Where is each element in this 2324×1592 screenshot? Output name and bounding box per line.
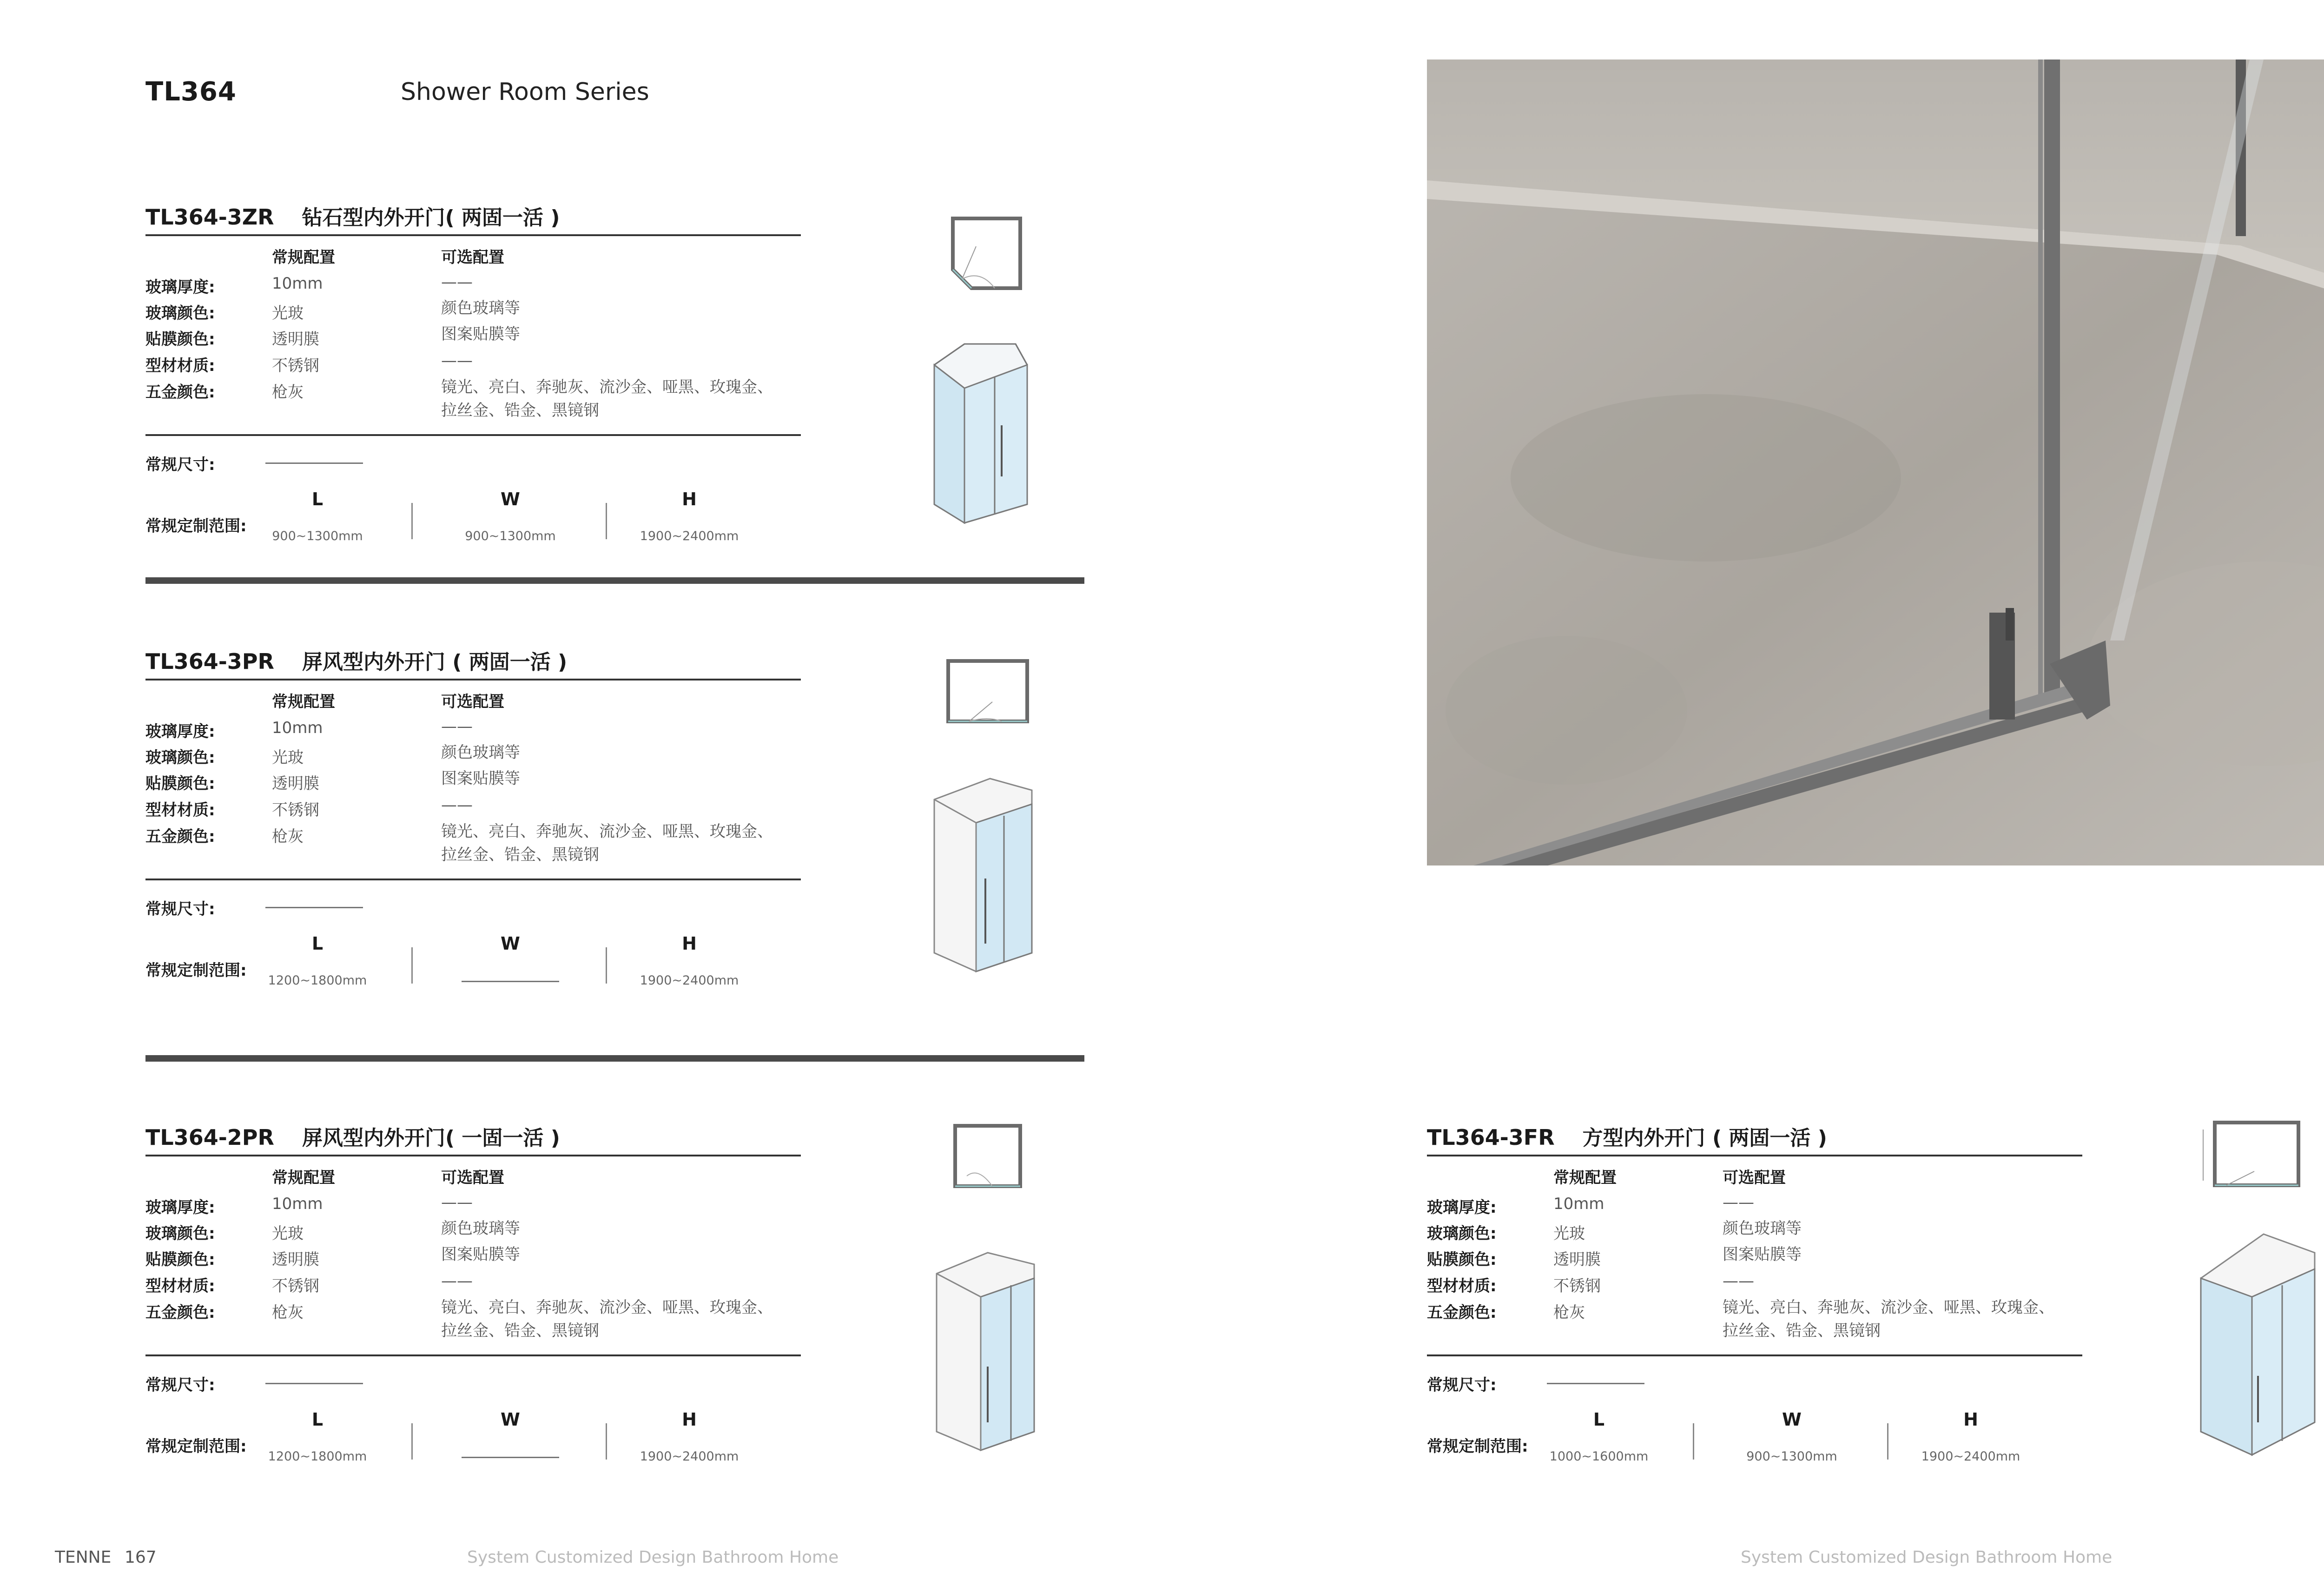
spec-optional: ——	[441, 1272, 473, 1290]
spec-optional: 镜光、亮白、奔驰灰、流沙金、哑黑、玫瑰金、	[441, 378, 773, 396]
series-name: Shower Room Series	[401, 78, 649, 106]
spec-optional: ——	[441, 273, 473, 291]
spec-optional: 颜色玻璃等	[1723, 1219, 1802, 1238]
custom-range-label: 常规定制范围:	[1427, 1437, 1528, 1456]
standard-col-header: 常规配置	[272, 248, 335, 267]
optional-col-header: 可选配置	[441, 693, 504, 711]
dim-l-value: 1200~1800mm	[268, 973, 367, 988]
spec-standard: 光玻	[1553, 1224, 1585, 1243]
spec-label: 贴膜颜色:	[145, 330, 215, 349]
spec-optional: 图案贴膜等	[441, 325, 520, 344]
standard-col-header: 常规配置	[1553, 1169, 1617, 1187]
shower-3d-diamond-icon	[923, 337, 1039, 528]
spec-label: 贴膜颜色:	[145, 774, 215, 793]
header-rule	[1427, 1155, 2082, 1156]
dim-separator	[606, 503, 607, 539]
spec-optional: 拉丝金、锆金、黑镜钢	[441, 1321, 599, 1340]
shower-plan-diamond-icon	[944, 214, 1027, 297]
spec-label: 贴膜颜色:	[145, 1250, 215, 1269]
dim-w-label: W	[501, 1409, 520, 1430]
dim-w-label: W	[501, 489, 520, 509]
dim-w-label: W	[501, 933, 520, 954]
standard-col-header: 常规配置	[272, 1169, 335, 1187]
spec-optional: 图案贴膜等	[441, 1245, 520, 1264]
spec-label: 贴膜颜色:	[1427, 1250, 1497, 1269]
spec-label: 玻璃颜色:	[145, 1224, 215, 1243]
spec-standard: 不锈钢	[272, 357, 319, 375]
spec-optional: ——	[441, 351, 473, 370]
spec-optional: 镜光、亮白、奔驰灰、流沙金、哑黑、玫瑰金、	[1723, 1298, 2054, 1317]
spec-standard: 透明膜	[272, 774, 319, 793]
spec-standard: 不锈钢	[272, 801, 319, 819]
dim-h-value: 1900~2400mm	[1921, 1449, 2020, 1464]
optional-col-header: 可选配置	[441, 1169, 504, 1187]
spec-standard: 透明膜	[272, 1250, 319, 1269]
dim-separator	[411, 947, 413, 984]
dim-l-label: L	[311, 1409, 324, 1430]
spec-optional: ——	[441, 1193, 473, 1212]
regular-size-value	[1547, 1383, 1644, 1384]
spec-label: 五金颜色:	[145, 827, 215, 846]
product-title	[145, 201, 560, 231]
dim-h-value: 1900~2400mm	[640, 1449, 739, 1464]
dim-l-label: L	[311, 933, 324, 954]
dim-h-label: H	[682, 1409, 697, 1430]
spec-label: 五金颜色:	[145, 1303, 215, 1322]
spec-label: 玻璃颜色:	[1427, 1224, 1497, 1243]
dim-separator	[411, 1423, 413, 1460]
spec-optional: 颜色玻璃等	[441, 743, 520, 762]
spec-standard: 10mm	[272, 274, 323, 293]
product-name: 钻石型内外开门( 两固一活 )	[302, 206, 560, 230]
page-number: 167	[125, 1548, 157, 1567]
spec-label: 型材材质:	[145, 801, 215, 819]
regular-size-value	[265, 462, 363, 464]
section-divider	[145, 577, 1084, 584]
spec-optional: 拉丝金、锆金、黑镜钢	[441, 846, 599, 864]
spec-rule	[145, 434, 801, 436]
dim-h-label: H	[682, 489, 697, 509]
dim-w-value: 900~1300mm	[465, 529, 556, 543]
dim-separator	[606, 1423, 607, 1460]
dim-l-label: L	[1593, 1409, 1605, 1430]
dim-separator	[1887, 1423, 1888, 1460]
spec-label: 玻璃颜色:	[145, 304, 215, 323]
product-title	[145, 1121, 560, 1151]
spec-standard: 不锈钢	[1553, 1277, 1601, 1295]
custom-range-label: 常规定制范围:	[145, 961, 247, 980]
dim-w-value: 900~1300mm	[1746, 1449, 1837, 1464]
dim-h-label: H	[1963, 1409, 1978, 1430]
footer-tagline: System Customized Design Bathroom Home	[1741, 1548, 2113, 1567]
product-section	[1427, 1121, 2087, 1474]
regular-size-value	[265, 907, 363, 908]
spec-label: 型材材质:	[145, 357, 215, 375]
series-code: TL364	[145, 77, 237, 107]
dim-l-label: L	[311, 489, 324, 509]
product-title	[1427, 1121, 1827, 1151]
spec-optional: ——	[1723, 1193, 1754, 1212]
spec-standard: 枪灰	[1553, 1303, 1585, 1322]
spec-optional: 镜光、亮白、奔驰灰、流沙金、哑黑、玫瑰金、	[441, 1298, 773, 1317]
spec-standard: 10mm	[272, 719, 323, 737]
spec-label: 型材材质:	[145, 1277, 215, 1295]
footer-brand: TENNE	[55, 1548, 112, 1567]
product-section	[145, 1121, 805, 1474]
dim-separator	[1693, 1423, 1694, 1460]
custom-range-label: 常规定制范围:	[145, 1437, 247, 1456]
spec-label: 玻璃厚度:	[145, 278, 215, 297]
shower-plan-screen-icon	[946, 1120, 1030, 1199]
product-name: 屏风型内外开门 ( 两固一活 )	[302, 650, 568, 674]
header-rule	[145, 1155, 801, 1156]
spec-standard: 枪灰	[272, 1303, 304, 1322]
spec-optional: ——	[1723, 1272, 1754, 1290]
shower-3d-screen-icon	[930, 1246, 1041, 1455]
regular-size-label: 常规尺寸:	[145, 900, 215, 918]
spec-optional: 图案贴膜等	[1723, 1245, 1802, 1264]
optional-col-header: 可选配置	[1723, 1169, 1786, 1187]
spec-standard: 透明膜	[272, 330, 319, 349]
product-section	[145, 645, 805, 998]
shower-plan-screen-icon	[941, 655, 1034, 734]
dim-l-value: 1000~1600mm	[1549, 1449, 1649, 1464]
dim-h-value: 1900~2400mm	[640, 529, 739, 543]
product-code: TL364-2PR	[145, 1125, 274, 1150]
dim-h-value: 1900~2400mm	[640, 973, 739, 988]
spec-standard: 10mm	[272, 1195, 323, 1213]
custom-range-label: 常规定制范围:	[145, 517, 247, 535]
spec-optional: 图案贴膜等	[441, 769, 520, 788]
regular-size-label: 常规尺寸:	[145, 456, 215, 474]
regular-size-value	[265, 1383, 363, 1384]
shower-3d-square-icon	[2189, 1227, 2324, 1460]
spec-standard: 透明膜	[1553, 1250, 1601, 1269]
header-rule	[145, 234, 801, 236]
regular-size-label: 常规尺寸:	[1427, 1376, 1497, 1394]
dim-w-value	[462, 1457, 559, 1458]
spec-optional: 颜色玻璃等	[441, 1219, 520, 1238]
spec-label: 玻璃厚度:	[145, 722, 215, 741]
dim-separator	[606, 947, 607, 984]
spec-standard: 枪灰	[272, 383, 304, 402]
dim-l-value: 1200~1800mm	[268, 1449, 367, 1464]
spec-optional: 拉丝金、锆金、黑镜钢	[1723, 1321, 1881, 1340]
spec-standard: 光玻	[272, 304, 304, 323]
spec-standard: 10mm	[1553, 1195, 1604, 1213]
dim-w-label: W	[1782, 1409, 1802, 1430]
spec-label: 型材材质:	[1427, 1277, 1497, 1295]
spec-label: 玻璃颜色:	[145, 748, 215, 767]
dim-separator	[411, 503, 413, 539]
dim-w-value	[462, 981, 559, 982]
product-title	[145, 645, 567, 675]
spec-optional: ——	[441, 796, 473, 814]
footer-tagline: System Customized Design Bathroom Home	[467, 1548, 839, 1567]
product-code: TL364-3FR	[1427, 1125, 1555, 1150]
product-section	[145, 201, 805, 554]
header-rule	[145, 679, 801, 680]
spec-label: 五金颜色:	[145, 383, 215, 402]
spec-standard: 光玻	[272, 1224, 304, 1243]
product-code: TL364-3ZR	[145, 205, 274, 230]
optional-col-header: 可选配置	[441, 248, 504, 267]
spec-optional: 拉丝金、锆金、黑镜钢	[441, 401, 599, 420]
regular-size-label: 常规尺寸:	[145, 1376, 215, 1394]
product-name: 屏风型内外开门( 一固一活 )	[302, 1126, 560, 1150]
product-photo	[1427, 59, 2324, 865]
standard-col-header: 常规配置	[272, 693, 335, 711]
spec-standard: 不锈钢	[272, 1277, 319, 1295]
shower-3d-screen-icon	[925, 772, 1046, 976]
spec-rule	[145, 879, 801, 880]
spec-label: 五金颜色:	[1427, 1303, 1497, 1322]
spec-optional: 镜光、亮白、奔驰灰、流沙金、哑黑、玫瑰金、	[441, 822, 773, 841]
product-name: 方型内外开门 ( 两固一活 )	[1582, 1126, 1827, 1150]
dim-h-label: H	[682, 933, 697, 954]
product-code: TL364-3PR	[145, 649, 274, 674]
spec-rule	[145, 1354, 801, 1356]
spec-rule	[1427, 1354, 2082, 1356]
spec-label: 玻璃厚度:	[145, 1198, 215, 1217]
shower-plan-screen-icon	[2194, 1116, 2305, 1204]
spec-optional: 颜色玻璃等	[441, 299, 520, 317]
section-divider	[145, 1055, 1084, 1062]
spec-standard: 光玻	[272, 748, 304, 767]
spec-optional: ——	[441, 717, 473, 736]
dim-l-value: 900~1300mm	[272, 529, 363, 543]
spec-label: 玻璃厚度:	[1427, 1198, 1497, 1217]
spec-standard: 枪灰	[272, 827, 304, 846]
